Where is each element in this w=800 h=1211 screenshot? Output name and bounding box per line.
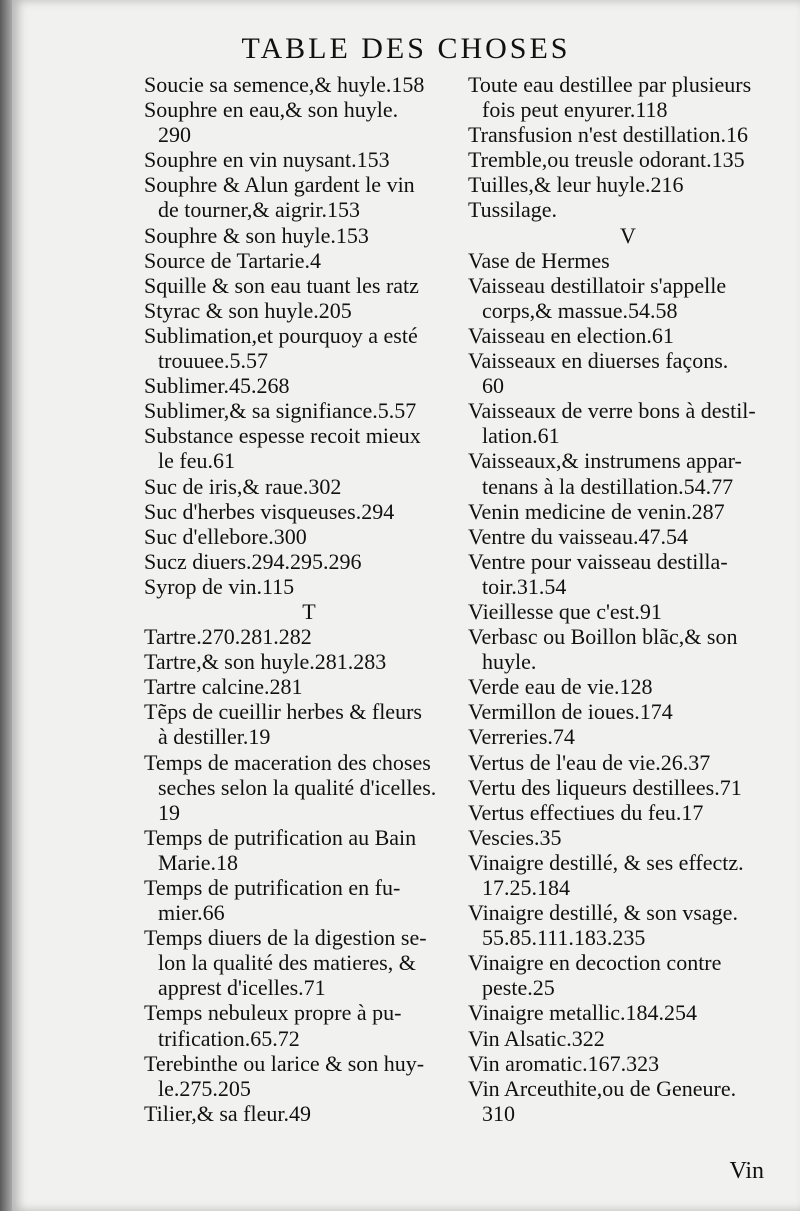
index-entry-line: lation.61 <box>482 423 560 449</box>
index-entry-line: Verbasc ou Boillon blãc,& son <box>468 624 738 650</box>
index-entry-line: Terebinthe ou larice & son huy- <box>144 1050 425 1076</box>
index-entry-line: le feu.61 <box>158 448 235 474</box>
book-page <box>12 0 800 1211</box>
index-entry-line: Soucie sa semence,& huyle.158 <box>144 72 425 97</box>
index-entry-line: Tẽps de cueillir herbes & fleurs <box>144 699 422 725</box>
catchword: Vin <box>729 1158 764 1184</box>
index-entry-line: huyle. <box>482 649 537 675</box>
index-entry-line: tenans à la destillation.54.77 <box>482 473 734 499</box>
index-entry-line: Vertus de l'eau de vie.26.37 <box>468 749 711 775</box>
index-entry-line: Tremble,ou treusle odorant.135 <box>468 147 745 173</box>
index-entry-line: Vieillesse que c'est.91 <box>468 598 662 624</box>
index-entry-line: peste.25 <box>482 975 555 1001</box>
index-entry-line: Squille & son eau tuant les ratz <box>144 272 419 298</box>
index-entry-line: Sublimation,et pourquoy a esté <box>144 322 418 348</box>
index-entry-line: Vaisseau destillatoir s'appelle <box>468 272 727 298</box>
index-entry-line: Suc de iris,& raue.302 <box>144 473 342 499</box>
index-entry-line: Substance espesse recoit mieux <box>144 423 421 449</box>
index-entry-line: 17.25.184 <box>482 875 570 900</box>
index-entry-line: Transfusion n'est destillation.16 <box>468 122 748 148</box>
index-entry-line: Tartre,& son huyle.281.283 <box>144 649 387 675</box>
index-entry-line: Styrac & son huyle.205 <box>144 297 352 323</box>
index-entry-line: Temps de putrification en fu- <box>144 875 401 900</box>
page-header: TABLE DES CHOSES <box>241 32 571 65</box>
index-entry-line: Vermillon de ioues.174 <box>468 699 673 725</box>
index-entry-line: lon la qualité des matieres, & <box>158 950 416 976</box>
index-entry-line: Verde eau de vie.128 <box>468 674 653 700</box>
index-entry-line: Vertu des liqueurs destillees.71 <box>468 774 742 800</box>
index-entry-line: Sublimer,& sa signifiance.5.57 <box>144 398 417 424</box>
index-entry-line: seches selon la qualité d'icelles. <box>158 774 437 800</box>
index-entry-line: Vaisseau en election.61 <box>468 322 674 348</box>
index-entry-line: Souphre & Alun gardent le vin <box>144 172 415 198</box>
index-entry-line: Venin medicine de venin.287 <box>468 498 725 524</box>
index-entry-line: 290 <box>158 122 191 148</box>
index-entry-line: Vertus effectiues du feu.17 <box>468 799 704 825</box>
index-entry-line: Tartre calcine.281 <box>144 674 303 700</box>
index-entry-line: apprest d'icelles.71 <box>158 975 326 1001</box>
index-entry-line: à destiller.19 <box>158 724 271 750</box>
index-entry-line: Vescies.35 <box>468 824 562 850</box>
index-entry-line: Temps diuers de la digestion se- <box>144 925 427 951</box>
index-entry-line: 19 <box>158 799 180 825</box>
index-entry-line: Vinaigre destillé, & ses effectz. <box>468 849 744 875</box>
index-entry-line: Temps de maceration des choses <box>144 749 431 775</box>
index-entry-line: de tourner,& aigrir.153 <box>158 197 360 223</box>
index-entry-line: Vaisseaux de verre bons à destil- <box>468 398 756 424</box>
index-entry-line: Vin Arceuthite,ou de Geneure. <box>468 1075 737 1101</box>
index-entry-line: Sucz diuers.294.295.296 <box>144 548 362 574</box>
index-entry-line: Vinaigre destillé, & son vsage. <box>468 900 738 926</box>
book-gutter <box>0 0 12 1211</box>
index-column-left <box>144 72 474 1126</box>
section-letter: V <box>620 222 636 248</box>
index-entry-line: Toute eau destillee par plusieurs <box>468 72 752 97</box>
index-entry-line: Tuilles,& leur huyle.216 <box>468 172 684 198</box>
index-entry-line: 55.85.111.183.235 <box>482 925 646 951</box>
index-entry-line: Marie.18 <box>158 849 239 875</box>
index-entry-line: 60 <box>482 373 504 399</box>
index-entry-line: Vaisseaux,& instrumens appar- <box>468 448 742 474</box>
index-entry-line: mier.66 <box>158 900 225 926</box>
index-entry-line: corps,& massue.54.58 <box>482 297 678 323</box>
section-letter: T <box>302 598 316 624</box>
index-entry-line: fois peut enyurer.118 <box>482 97 668 123</box>
index-entry-line: Syrop de vin.115 <box>144 573 295 599</box>
index-entry-line: Source de Tartarie.4 <box>144 247 322 273</box>
index-entry-line: Tussilage. <box>468 197 558 223</box>
index-entry-line: Vin aromatic.167.323 <box>468 1050 660 1076</box>
index-entry-line: Suc d'ellebore.300 <box>144 523 307 549</box>
index-entry-line: Ventre pour vaisseau destilla- <box>468 548 728 574</box>
index-entry-line: Temps de putrification au Bain <box>144 824 417 850</box>
index-entry-line: 310 <box>482 1100 515 1126</box>
index-entry-line: Vaisseaux en diuerses façons. <box>468 348 729 374</box>
index-column-right <box>468 72 788 1126</box>
index-entry-line: Tilier,& sa fleur.49 <box>144 1100 311 1126</box>
index-entry-line: Souphre en eau,& son huyle. <box>144 97 399 123</box>
index-entry-line: Suc d'herbes visqueuses.294 <box>144 498 395 524</box>
index-entry-line: Temps nebuleux propre à pu- <box>144 1000 402 1026</box>
index-entry-line: Sublimer.45.268 <box>144 373 290 399</box>
index-entry-line: Vinaigre en decoction contre <box>468 950 722 976</box>
index-entry-line: trification.65.72 <box>158 1025 300 1051</box>
index-entry-line: le.275.205 <box>158 1075 251 1101</box>
index-entry-line: Ventre du vaisseau.47.54 <box>468 523 688 549</box>
index-entry-line: Verreries.74 <box>468 724 575 750</box>
index-entry-line: trouuee.5.57 <box>158 348 268 374</box>
index-entry-line: Vase de Hermes <box>468 247 610 273</box>
index-entry-line: Vinaigre metallic.184.254 <box>468 1000 698 1026</box>
index-entry-line: Souphre en vin nuysant.153 <box>144 147 390 173</box>
index-entry-line: toir.31.54 <box>482 573 567 599</box>
index-entry-line: Vin Alsatic.322 <box>468 1025 605 1051</box>
index-entry-line: Tartre.270.281.282 <box>144 624 312 650</box>
index-entry-line: Souphre & son huyle.153 <box>144 222 369 248</box>
